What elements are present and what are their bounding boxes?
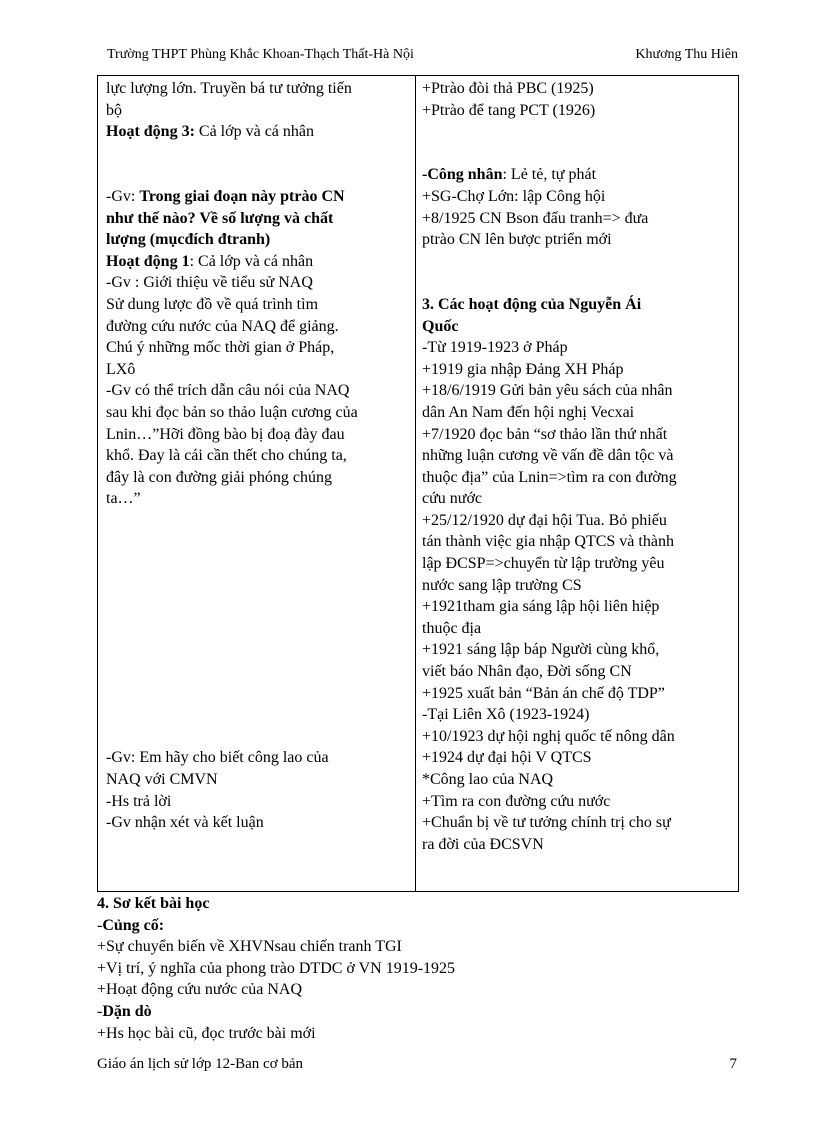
right-line: -Từ 1919-1923 ở Pháp xyxy=(422,339,568,357)
right-line: -Tại Liên Xô (1923-1924) xyxy=(422,706,590,724)
left-line: Sử dung lược đồ về quá trình tìm xyxy=(106,295,319,313)
question-line: như thế nào? Về số lượng và chất xyxy=(106,209,334,227)
column-divider xyxy=(415,76,416,891)
right-line: +Tìm ra con đường cứu nước xyxy=(422,792,611,810)
activity-3-label: Hoạt động 3: xyxy=(106,123,195,141)
activity-3-text: Cả lớp và cá nhân xyxy=(194,123,314,141)
homework-heading xyxy=(97,1001,737,1023)
left-line: đây là con đường giải phóng chúng xyxy=(106,468,332,486)
page-footer xyxy=(97,1056,737,1076)
page-header xyxy=(107,47,738,67)
right-line: viết báo Nhân đạo, Đời sống CN xyxy=(422,663,632,681)
right-line: ra đời của ĐCSVN xyxy=(422,835,544,853)
table-left-column xyxy=(106,78,409,834)
left-line: -Gv: Em hãy cho biết công lao của xyxy=(106,749,329,767)
right-line: những luận cương về vấn đề dân tộc và xyxy=(422,447,674,465)
left-line: khổ. Đay là cái cần thết cho chúng ta, xyxy=(106,447,347,465)
summary-line: +Sự chuyển biến về XHVNsau chiến tranh TGI xyxy=(97,938,402,956)
teacher-question xyxy=(106,186,409,208)
right-line: +1924 dự đại hội V QTCS xyxy=(422,749,592,767)
right-line: +18/6/1919 Gửi bản yêu sách của nhân xyxy=(422,382,673,400)
activity-1-text: : Cả lớp và cá nhân xyxy=(189,252,314,270)
right-line: ptrào CN lên bược ptriển mới xyxy=(422,231,612,249)
page-number: 7 xyxy=(729,1056,737,1072)
right-line: +1921tham gia sáng lập hội liên hiệp xyxy=(422,598,660,616)
right-line: +SG-Chợ Lớn: lập Công hội xyxy=(422,187,606,205)
left-line: đường cứu nước của NAQ để giảng. xyxy=(106,317,339,335)
right-line: +8/1925 CN Bson đấu tranh=> đưa xyxy=(422,209,649,227)
question-prefix: -Gv: xyxy=(106,187,140,205)
right-line: *Công lao của NAQ xyxy=(422,771,554,788)
right-line: +1925 xuất bản “Bản án chế độ TDP” xyxy=(422,684,665,702)
summary-line: +Hs học bài cũ, đọc trước bài mới xyxy=(97,1024,316,1042)
header-author: Khương Thu Hiên xyxy=(635,47,738,62)
section-heading-naq: 3. Các hoạt động của Nguyễn Ái xyxy=(422,295,642,313)
consolidation-prefix: - xyxy=(97,916,103,934)
right-line: +1919 gia nhập Đảng XH Pháp xyxy=(422,360,624,378)
summary-line: +Hoạt động cứu nước của NAQ xyxy=(97,981,302,999)
right-line: +25/12/1920 dự đại hội Tua. Bỏ phiếu xyxy=(422,511,667,529)
activity-1 xyxy=(106,251,409,273)
left-line: LXô xyxy=(106,360,136,378)
table-right-column xyxy=(422,78,734,855)
footer-text: Giáo án lịch sử lớp 12-Ban cơ bản xyxy=(97,1056,304,1072)
left-line: -Gv : Giới thiệu về tiểu sử NAQ xyxy=(106,274,313,292)
lesson-summary xyxy=(97,893,737,1044)
section-heading-naq-cont: Quốc xyxy=(422,317,459,335)
left-line: Chú ý những mốc thời gian ở Pháp, xyxy=(106,339,335,357)
right-line: +7/1920 đọc bản “sơ thảo lần thứ nhất xyxy=(422,425,668,443)
homework-label: Dặn dò xyxy=(102,1002,152,1020)
right-line: +Ptrào đòi thả PBC (1925) xyxy=(422,80,594,97)
activity-1-label: Hoạt động 1 xyxy=(106,252,190,270)
question-line: lượng (mụcđích đtranh) xyxy=(106,231,271,249)
right-line: lập ĐCSP=>chuyển từ lập trường yêu xyxy=(422,555,665,573)
workers-label: -Công nhân xyxy=(422,166,503,184)
right-line: +Ptrào để tang PCT (1926) xyxy=(422,101,596,119)
summary-line: +Vị trí, ý nghĩa của phong trào DTDC ở VN 1919-1925 xyxy=(97,959,456,977)
workers-heading xyxy=(422,164,734,186)
left-line: -Gv nhận xét và kết luận xyxy=(106,814,264,832)
right-line: cứu nước xyxy=(422,490,483,508)
right-line: tán thành việc gia nhập QTCS và thành xyxy=(422,533,674,551)
workers-text: : Lẻ tẻ, tự phát xyxy=(502,166,597,184)
left-line: -Hs trả lời xyxy=(106,792,172,810)
lesson-table xyxy=(97,75,739,892)
right-line: dân An Nam đến hội nghị Vecxai xyxy=(422,403,635,421)
right-line: thuộc địa” của Lnin=>tìm ra con đường xyxy=(422,468,677,486)
left-line: -Gv có thể trích dẫn câu nói của NAQ xyxy=(106,382,350,400)
header-school: Trường THPT Phùng Khắc Khoan-Thạch Thất-Hà Nội xyxy=(107,47,414,62)
left-line: sau khi đọc bản so thảo luận cương của xyxy=(106,403,358,421)
consolidation-heading xyxy=(97,915,737,937)
left-line: ta…” xyxy=(106,490,141,508)
left-line: lực lượng lớn. Truyền bá tư tưởng tiến xyxy=(106,80,352,97)
left-line: NAQ với CMVN xyxy=(106,771,218,788)
consolidation-label: Củng cố: xyxy=(102,916,165,934)
question-line: Trong giai đoạn này ptrào CN xyxy=(139,187,345,205)
right-line: nước sang lập trường CS xyxy=(422,576,582,594)
summary-title: 4. Sơ kết bài học xyxy=(97,895,210,912)
homework-prefix: - xyxy=(97,1002,103,1020)
right-line: +1921 sáng lập báp Người cùng khổ, xyxy=(422,641,660,659)
right-line: +10/1923 dự hội nghị quốc tế nông dân xyxy=(422,727,675,745)
left-line: bộ xyxy=(106,101,122,119)
right-line: thuộc địa xyxy=(422,619,482,637)
left-line: Lnin…”Hỡi đồng bào bị đoạ đày đau xyxy=(106,425,345,443)
right-line: +Chuẩn bị về tư tưởng chính trị cho sự xyxy=(422,814,671,832)
activity-3 xyxy=(106,121,409,143)
